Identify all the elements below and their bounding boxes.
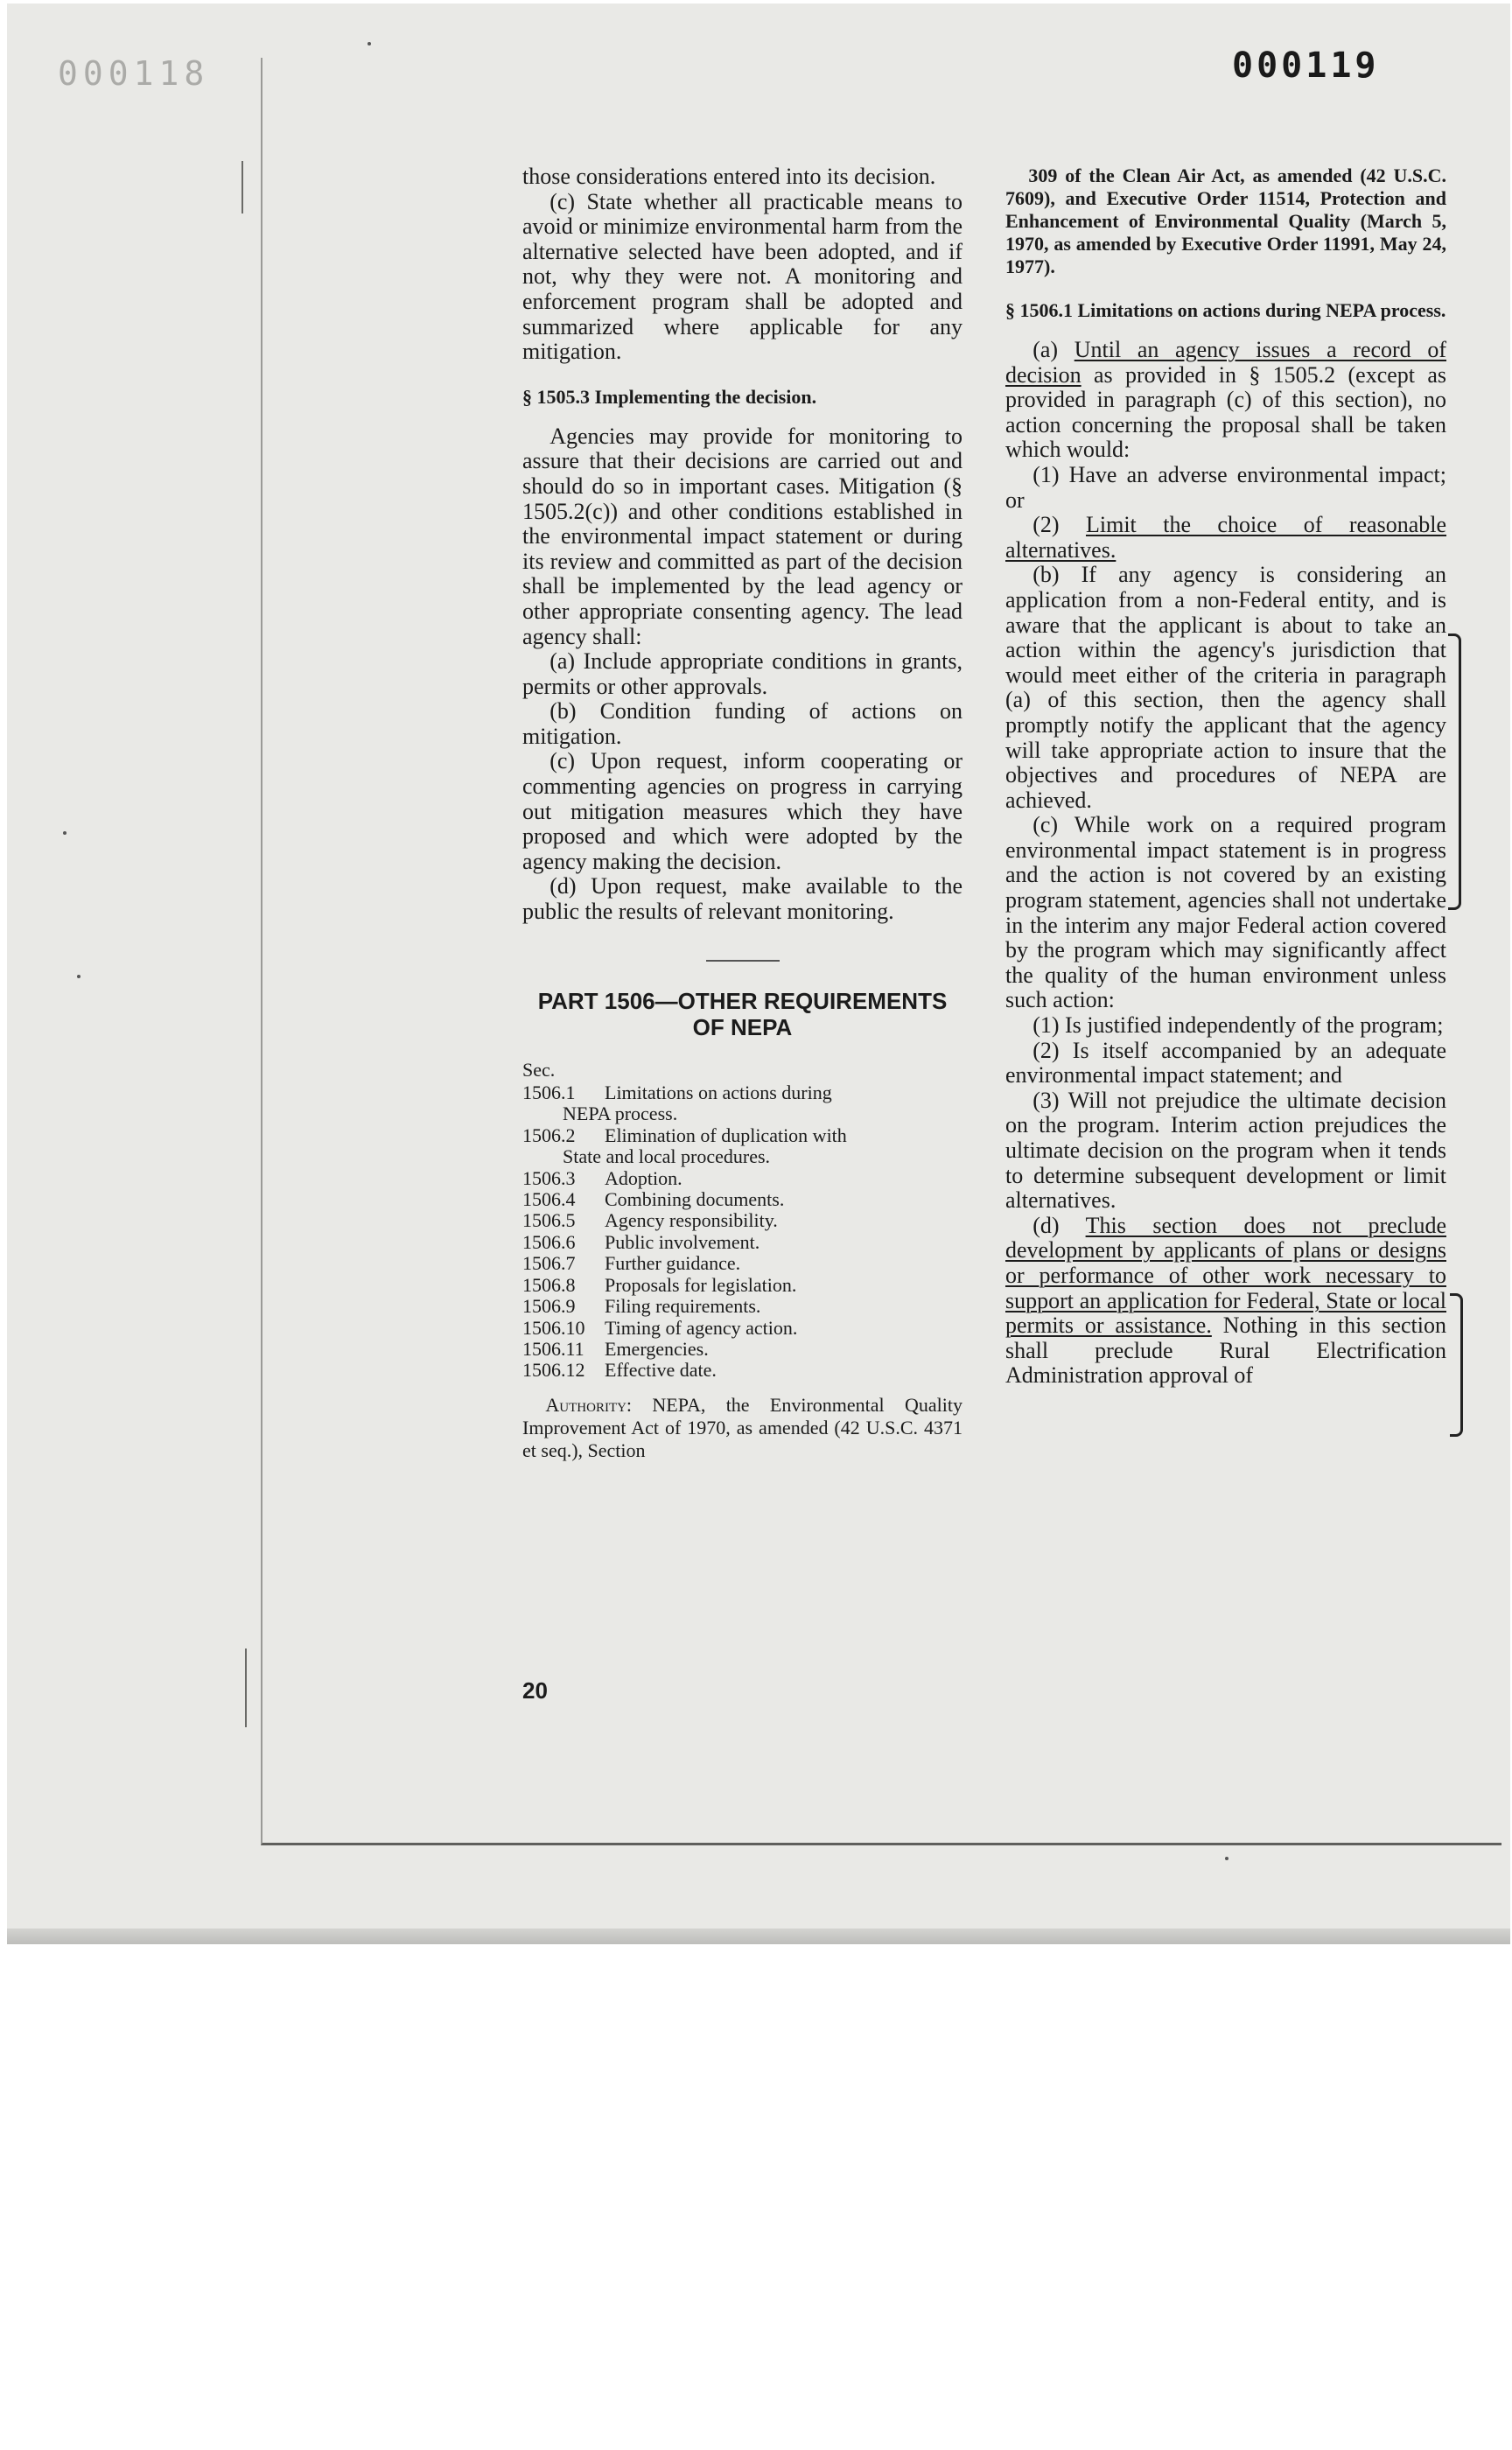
toc-title: Adoption. [605,1166,682,1189]
authority-text: NEPA, the Environmental Quality Improvement Act of 1970, as amended (42 U.S.C. 4371 et seq.), Section [522,1393,962,1461]
toc-title: Combining documents. [605,1188,785,1211]
toc-entry [522,1318,962,1339]
toc-continuation: State and local procedures. [563,1145,771,1168]
toc-number: 1506.2 [522,1124,576,1146]
toc-entry [522,1210,962,1231]
toc-title: Elimination of duplication with [605,1124,847,1146]
toc-title: Limitations on actions during [605,1082,832,1104]
paragraph-text: as provided in § 1505.2 (except as provided in paragraph (c) of this section), no action concerning the proposal shall be taken which would: [1005,361,1446,463]
toc-number: 1506.6 [522,1230,576,1253]
toc-number: 1506.1 [522,1082,576,1104]
toc-entry [522,1232,962,1253]
underlined-passage: Until an agency issues a record of decision [1005,337,1447,388]
toc-title: Emergencies. [605,1337,709,1360]
paragraph: Agencies may provide for monitoring to assure that their decisions are carried out and should do so in important cases. Mitigation (§ 1505.2(c)) and other conditions established in the environmental impact statement or during its review and committed as part of the decision shall be implemented by the lead agency or other appropriate consenting agency. The lead agency shall: [522,423,962,649]
authority-note [522,1394,962,1462]
authority-citation: 309 of the Clean Air Act, as amended (42 U.S.C. 7609), and Executive Order 11514, Protection and Enhancement of Environmental Quality (March 5, 1970, as amended by Executive Order 11991, May 24, 1977). [1005,164,1446,277]
table-of-contents [522,1060,962,1382]
scan-speck [368,42,371,46]
list-item: (1) Have an adverse environmental impact; or [1005,461,1446,513]
toc-title: Further guidance. [605,1252,741,1275]
authority-label: Authority: [545,1393,633,1416]
paragraph-text: Nothing in this section shall preclude Rural Electrification Administration approval of [1005,1312,1447,1389]
bleed-through-page-number: 000118 [58,54,210,93]
underlined-passage: This section does not preclude development by applicants of plans or designs or performance of other work necessary to support an application for Federal, State or local permits or assistance. [1005,1212,1446,1339]
toc-number: 1506.8 [522,1273,576,1296]
scan-speck [77,975,80,978]
scan-mark [242,161,243,214]
paragraph-label: (a) [1032,337,1059,362]
toc-continuation: NEPA process. [563,1102,678,1125]
toc-number: 1506.4 [522,1188,576,1211]
section-heading: § 1505.3 Implementing the decision. [522,385,817,408]
page-stamp-number: 000119 [1232,46,1380,86]
scan-speck [1225,1857,1228,1860]
margin-bracket [1448,634,1461,910]
toc-entry [522,1296,962,1317]
list-item: (1) Is justified independently of the program; [1032,1012,1444,1039]
toc-entry [522,1360,962,1381]
toc-number: 1506.11 [522,1337,584,1360]
toc-entry [522,1125,962,1146]
toc-title: Filing requirements. [605,1295,761,1318]
paragraph: those considerations entered into its decision. [522,164,936,189]
toc-number: 1506.9 [522,1295,576,1318]
paragraph: (b) Condition funding of actions on mitigation. [522,698,962,749]
underlined-passage: Limit the choice of reasonable alternatives. [1005,512,1447,563]
section-divider [706,960,780,962]
paragraph: (c) State whether all practicable means to avoid or minimize environmental harm from the alternative selected have been adopted, and if not, why they were not. A monitoring and enforcement program shall be adopted and summarized where applicable for any mitigation. [522,188,962,365]
list-item: (2) Is itself accompanied by an adequate environmental impact statement; and [1005,1037,1446,1088]
section-heading: § 1506.1 Limitations on actions during NEPA process. [1005,299,1446,321]
paragraph-label: (d) [1032,1212,1060,1238]
scan-speck [63,831,66,835]
toc-entry [522,1189,962,1210]
paragraph-label: (2) [1032,512,1060,538]
paragraph: (c) Upon request, inform cooperating or commenting agencies on progress in carrying out mitigation measures which they have proposed and which were adopted by the agency making the decision. [522,748,962,874]
paragraph: (a) Include appropriate conditions in grants, permits or other approvals. [522,648,962,699]
part-title: PART 1506—OTHER REQUIREMENTS OF NEPA [537,987,948,1040]
folio-number: 20 [522,1677,548,1704]
toc-title: Proposals for legislation. [605,1273,797,1296]
toc-entry [522,1275,962,1296]
paragraph-d [1005,1214,1446,1389]
toc-number: 1506.5 [522,1209,576,1232]
paragraph-a [1005,338,1446,463]
toc-number: 1506.10 [522,1316,585,1339]
toc-number: 1506.12 [522,1359,585,1382]
middle-column [522,164,962,1462]
sheet-bottom-edge [7,1928,1510,1944]
toc-entry [522,1253,962,1274]
paragraph-c: (c) While work on a required program environmental impact statement is in progress and the action is not covered by an existing program statement, agencies shall not undertake in the interim any major Federal action covered by the program which may significantly affect the quality of the human environment unless such action: [1005,812,1446,1013]
toc-title: Public involvement. [605,1230,760,1253]
toc-title: Agency responsibility. [605,1209,778,1232]
margin-bracket [1450,1293,1463,1437]
list-item [1005,513,1446,563]
toc-number: 1506.3 [522,1166,576,1189]
toc-number: 1506.7 [522,1252,576,1275]
toc-title: Timing of agency action. [605,1316,798,1339]
scan-mark [245,1648,247,1727]
toc-label: Sec. [522,1058,556,1081]
toc-title: Effective date. [605,1359,717,1382]
toc-entry [522,1339,962,1360]
toc-entry [522,1168,962,1189]
right-column [1005,164,1446,1389]
toc-entry [522,1082,962,1103]
paragraph: (d) Upon request, make available to the public the results of relevant monitoring. [522,873,962,925]
list-item: (3) Will not prejudice the ultimate decision on the program. Interim action prejudices the ultimate decision on the program when it tends to determine subsequent development or limit alternatives. [1005,1087,1446,1214]
paragraph-b: (b) If any agency is considering an application from a non-Federal entity, and is aware that the applicant is about to take an action within the agency's jurisdiction that would meet either of the criteria in paragraph (a) of this section, then the agency shall promptly notify the applicant that the agency will take appropriate action to insure that the objectives and procedures of NEPA are achieved. [1005,562,1446,813]
